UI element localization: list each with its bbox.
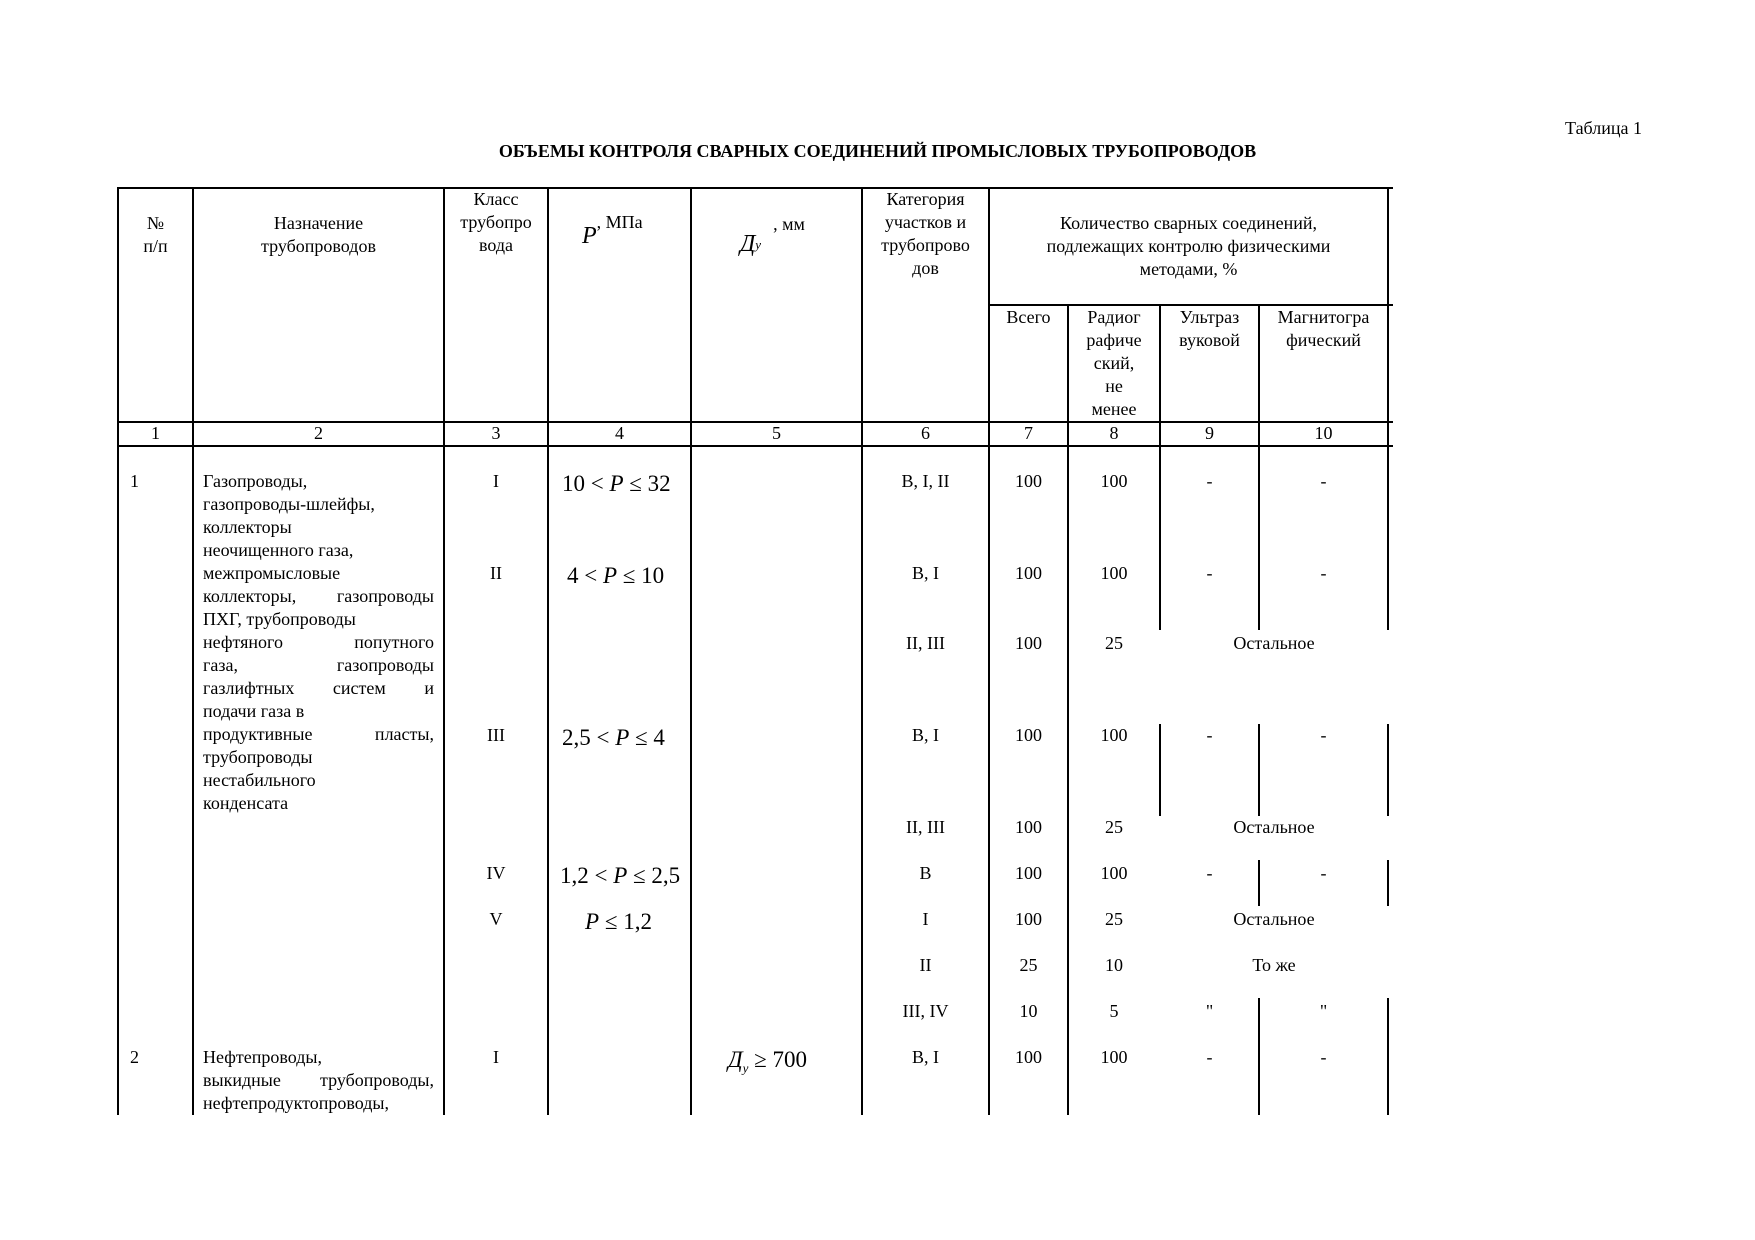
grid-line xyxy=(1387,724,1389,816)
merged-cell: То же xyxy=(1252,955,1296,975)
total-cell: 100 xyxy=(1015,1047,1042,1067)
class-cell: IV xyxy=(486,863,506,883)
grid-line xyxy=(1387,998,1389,1115)
radio-cell: 25 xyxy=(1105,633,1123,653)
category-cell: II xyxy=(919,955,932,975)
row-purpose: Газопроводы, газопроводы-шлейфы, коллекторы неочищенного газа, межпромысловые коллекторы, газопроводы ПХГ, трубопроводы нефтяного попутного газа, газопроводы газлифтных систем и подачи газа в продуктивные пласты, трубопроводы нестабильного конденсата xyxy=(203,471,434,813)
merged-cell: Остальное xyxy=(1233,909,1315,929)
grid-line xyxy=(547,187,549,1115)
row-number: 1 xyxy=(130,471,139,491)
category-cell: B, I xyxy=(912,725,939,745)
colnum: 10 xyxy=(1314,423,1333,443)
total-cell: 100 xyxy=(1015,909,1042,929)
radio-cell: 100 xyxy=(1100,725,1128,745)
colnum: 8 xyxy=(1109,423,1119,443)
colnum: 6 xyxy=(921,423,930,443)
colnum: 5 xyxy=(772,423,781,443)
ultra-cell: - xyxy=(1206,471,1213,491)
radio-cell: 100 xyxy=(1100,563,1128,583)
grid-line xyxy=(1387,560,1389,630)
table-number-label: Таблица 1 xyxy=(1565,118,1642,138)
category-cell: B, I xyxy=(912,1047,939,1067)
category-cell: B, I xyxy=(912,563,939,583)
magn-cell: - xyxy=(1320,1047,1327,1067)
header-class: Класс трубопро вода xyxy=(460,189,532,255)
grid-line xyxy=(117,445,1393,447)
radio-cell: 25 xyxy=(1105,909,1123,929)
magn-cell: - xyxy=(1320,725,1327,745)
colnum: 9 xyxy=(1205,423,1214,443)
colnum: 3 xyxy=(491,423,501,443)
header-pressure: P, МПа xyxy=(582,212,643,249)
grid-line xyxy=(192,187,194,1115)
radio-cell: 100 xyxy=(1100,1047,1128,1067)
total-cell: 100 xyxy=(1015,725,1042,745)
category-cell: I xyxy=(922,909,929,929)
header-magnetographic: Магнитогра фический xyxy=(1277,307,1370,350)
class-cell: II xyxy=(490,563,502,583)
magn-cell: - xyxy=(1320,471,1327,491)
ultra-cell: - xyxy=(1206,725,1213,745)
header-purpose: Назначение трубопроводов xyxy=(261,213,376,256)
row-purpose: Нефтепроводы, выкидные трубопроводы, нефтепродуктопроводы, xyxy=(203,1047,434,1113)
total-cell: 100 xyxy=(1015,563,1042,583)
ultra-cell: - xyxy=(1206,1047,1213,1067)
category-cell: B, I, II xyxy=(901,471,950,491)
total-cell: 10 xyxy=(1019,1001,1038,1021)
ultra-cell: - xyxy=(1206,863,1213,883)
category-cell: B xyxy=(919,863,932,883)
merged-cell: Остальное xyxy=(1233,633,1315,653)
category-cell: II, III xyxy=(906,633,945,653)
pressure-cell: P ≤ 1,2 xyxy=(585,909,652,934)
radio-cell: 10 xyxy=(1105,955,1123,975)
grid-line xyxy=(443,187,445,1115)
pressure-cell: 10 < P ≤ 32 xyxy=(562,471,671,496)
grid-line xyxy=(1387,187,1389,560)
radio-cell: 5 xyxy=(1109,1001,1119,1021)
radio-cell: 25 xyxy=(1105,817,1123,837)
pressure-cell: 2,5 < P ≤ 4 xyxy=(562,725,665,750)
radio-cell: 100 xyxy=(1100,471,1128,491)
ultra-cell: - xyxy=(1206,563,1213,583)
total-cell: 100 xyxy=(1015,817,1042,837)
total-cell: 25 xyxy=(1019,955,1038,975)
category-cell: II, III xyxy=(906,817,945,837)
header-category: Категория участков и трубопрово дов xyxy=(881,189,970,278)
grid-line xyxy=(117,187,119,1115)
header-total: Всего xyxy=(1006,307,1051,327)
header-ultrasonic: Ультраз вуковой xyxy=(1179,307,1240,350)
magn-cell: - xyxy=(1320,863,1327,883)
grid-line xyxy=(1258,540,1260,630)
header-radiographic: Радиог рафиче ский, не менее xyxy=(1086,307,1142,419)
grid-line xyxy=(690,187,692,1115)
colnum: 2 xyxy=(314,423,323,443)
category-cell: III, IV xyxy=(902,1001,949,1021)
radio-cell: 100 xyxy=(1100,863,1128,883)
document-title: ОБЪЕМЫ КОНТРОЛЯ СВАРНЫХ СОЕДИНЕНИЙ ПРОМЫСЛОВЫХ ТРУБОПРОВОДОВ xyxy=(498,141,1257,161)
header-diameter: $Д_у$, мм xyxy=(740,214,805,257)
class-cell: III xyxy=(487,725,505,745)
row-number: 2 xyxy=(130,1047,139,1067)
total-cell: 100 xyxy=(1015,471,1042,491)
total-cell: 100 xyxy=(1015,863,1042,883)
class-cell: I xyxy=(493,1047,499,1067)
class-cell: I xyxy=(493,471,499,491)
colnum: 7 xyxy=(1024,423,1033,443)
pressure-cell: 1,2 < P ≤ 2,5 xyxy=(560,863,681,888)
magn-cell: " xyxy=(1319,1001,1328,1021)
diameter-cell: $Д_у \ge 700$ xyxy=(728,1047,808,1076)
grid-line xyxy=(117,187,1393,189)
header-group: Количество сварных соединений, подлежащих контролю физическими методами, % xyxy=(1046,213,1331,279)
ultra-cell: " xyxy=(1205,1001,1214,1021)
colnum: 4 xyxy=(615,423,624,443)
header-number: № п/п xyxy=(143,213,168,256)
total-cell: 100 xyxy=(1015,633,1042,653)
merged-cell: Остальное xyxy=(1233,817,1315,837)
magn-cell: - xyxy=(1320,563,1327,583)
grid-line xyxy=(1387,860,1389,906)
colnum: 1 xyxy=(151,423,160,443)
class-cell: V xyxy=(489,909,503,929)
pressure-cell: 4 < P ≤ 10 xyxy=(567,563,665,588)
